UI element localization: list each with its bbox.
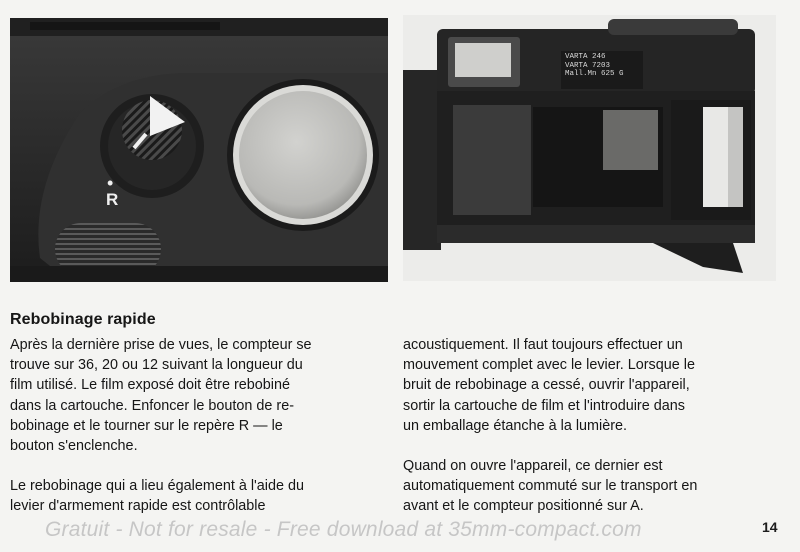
rewind-marker-letter: R [106,190,119,209]
battery-label-line: VARTA 246 [565,53,606,61]
left-text-column [10,335,390,517]
battery-label [565,53,624,79]
left-paragraph: Le rebobinage qui a lieu également à l'aide du levier d'armement rapide est contrôlable [10,478,304,515]
viewfinder-eyepiece [455,43,511,77]
rewind-knob-illustration [10,18,388,282]
right-text-column [403,335,788,517]
right-paragraph: Quand on ouvre l'appareil, ce dernier est automatiquement commuté sur le transport en avant et le compteur positionné sur A. [403,458,698,515]
rewind-marker-dot: • [107,173,114,193]
battery-label-line: Mall.Mn 625 G [565,70,624,78]
page-number: 14 [762,519,778,535]
section-title: Rebobinage rapide [10,311,156,328]
right-paragraph: acoustiquement. Il faut toujours effectuer un mouvement complet avec le levier. Lorsque le bruit de rebobinage a cessé, ouvrir l'appareil, sortir la cartouche de film et l'introduire dans un emballage étanche à la lumière. [403,337,695,434]
rewind-knob-photo [10,18,388,282]
battery-label-line: VARTA 7203 [565,61,611,70]
camera-back-photo [403,15,776,281]
watermark: Gratuit - Not for resale - Free download at 35mm-compact.com [45,518,642,541]
film-sprocket [603,110,658,170]
left-paragraph: Après la dernière prise de vues, le compteur se trouve sur 36, 20 ou 12 suivant la longueur du film utilisé. Le film exposé doit être rebobiné dans la cartouche. Enfoncer le bouton de re- bobinage et le tourner sur le repère R — le bouton s'enclenche. [10,337,312,455]
viewfinder-window [239,91,367,219]
